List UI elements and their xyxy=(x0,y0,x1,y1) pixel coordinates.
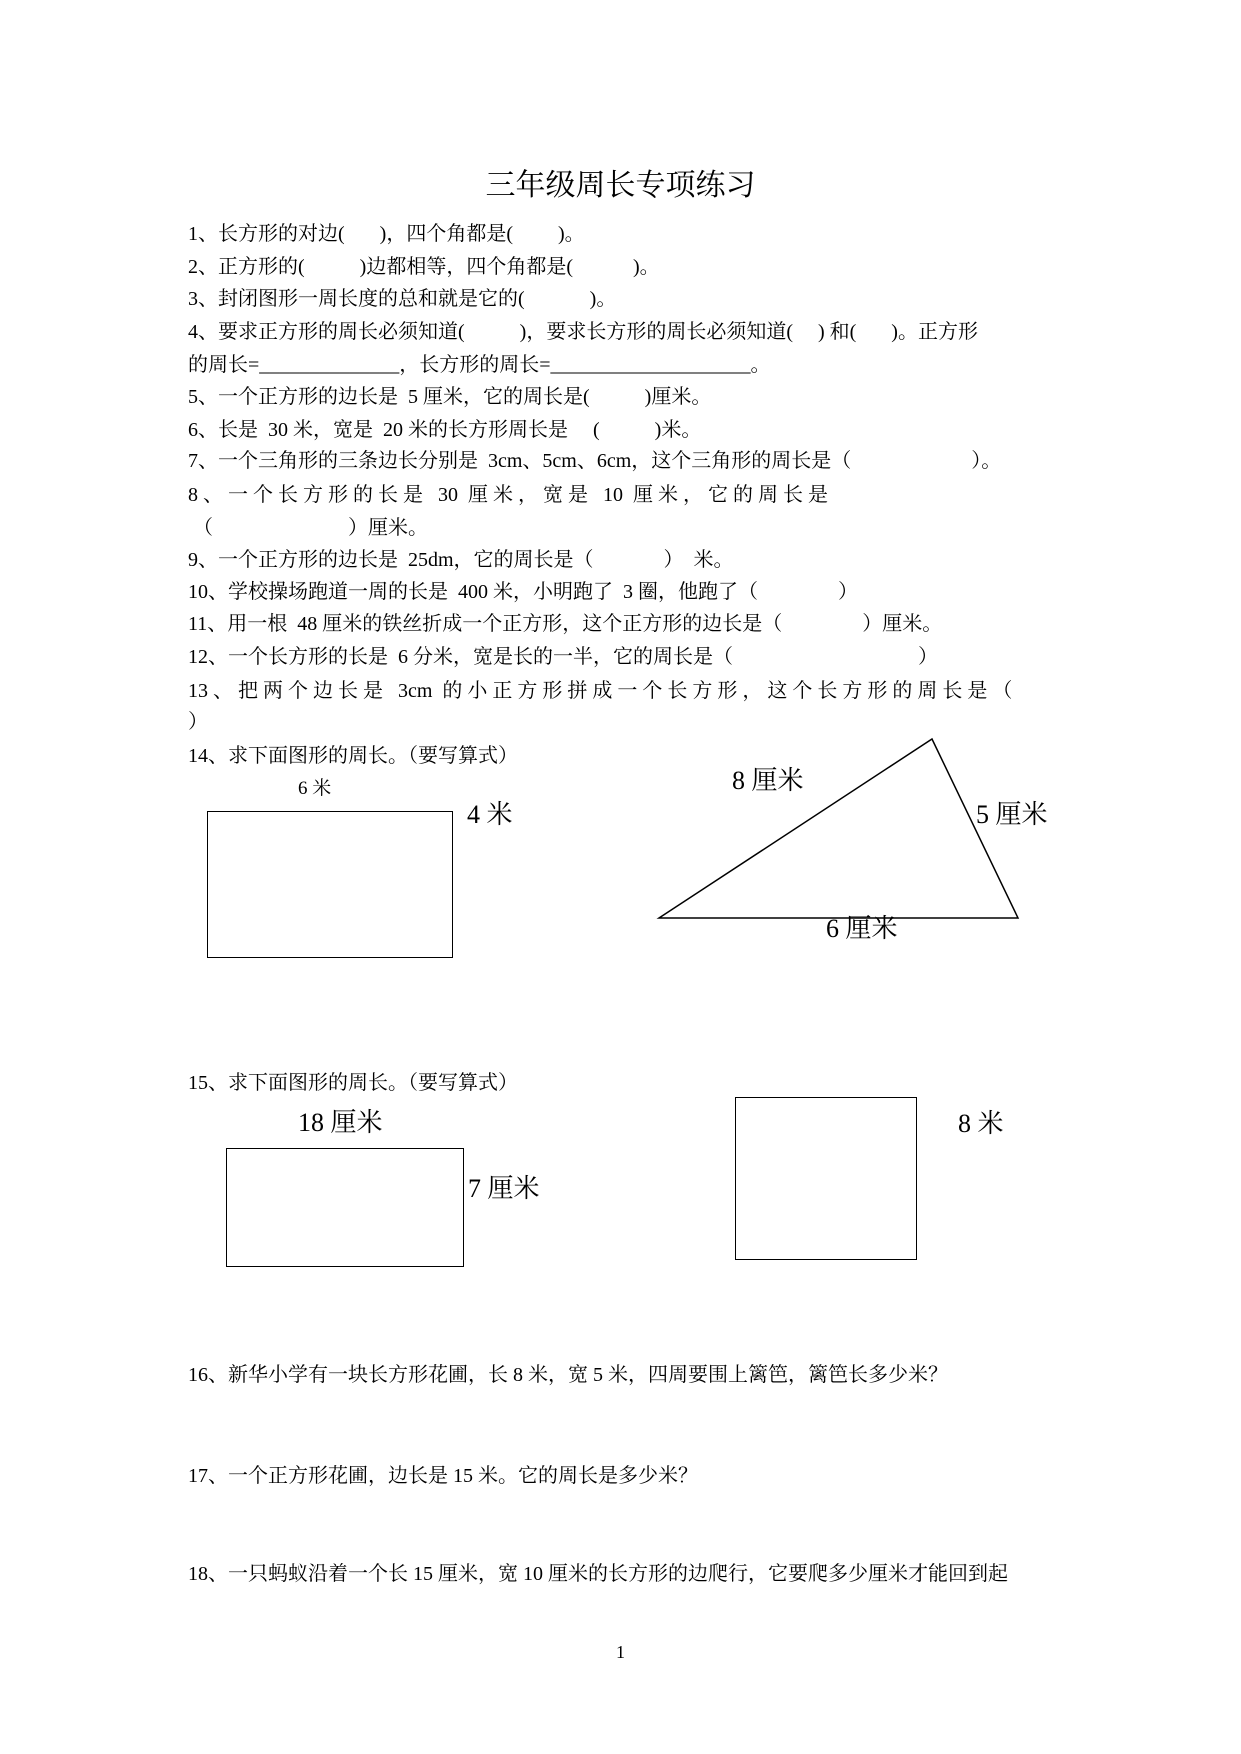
question-4: 4、要求正方形的周长必须知道( )，要求长方形的周长必须知道( ) 和( )。正方形 xyxy=(188,321,978,343)
question-4-cont: 的周长=______________，长方形的周长=____________________。 xyxy=(188,354,771,376)
rect2-top-label: 18 厘米 xyxy=(298,1108,383,1137)
square-side-label: 8 米 xyxy=(958,1109,1004,1138)
question-10: 10、学校操场跑道一周的长是 400 米，小明跑了 3 圈，他跑了（ ） xyxy=(188,581,858,603)
question-9: 9、一个正方形的边长是 25dm，它的周长是（ ） 米。 xyxy=(188,549,734,571)
question-13-cont: ） xyxy=(188,711,208,733)
question-6: 6、长是 30 米，宽是 20 米的长方形周长是 ( )米。 xyxy=(188,419,702,441)
triangle-bottom-label: 6 厘米 xyxy=(826,914,898,943)
question-14: 14、求下面图形的周长。（要写算式） xyxy=(188,745,518,767)
rect2-side-label: 7 厘米 xyxy=(468,1174,540,1203)
question-16: 16、新华小学有一块长方形花圃，长 8 米，宽 5 米，四周要围上篱笆，篱笆长多少米？ xyxy=(188,1364,948,1386)
square-figure xyxy=(735,1097,917,1260)
question-8: 8 、 一 个 长 方 形 的 长 是 30 厘 米 ， 宽 是 10 厘 米 ， 它 的 周 长 是 xyxy=(188,484,828,506)
question-13: 13 、 把 两 个 边 长 是 3cm 的 小 正 方 形 拼 成 一 个 长 方 形 ， 这 个 长 方 形 的 周 长 是 （ xyxy=(188,680,1013,702)
rectangle-figure-2 xyxy=(226,1148,464,1267)
question-3: 3、封闭图形一周长度的总和就是它的( )。 xyxy=(188,288,617,310)
question-7: 7、一个三角形的三条边长分别是 3cm、5cm、6cm，这个三角形的周长是（ ）。 xyxy=(188,450,1002,472)
question-17: 17、一个正方形花圃，边长是 15 米。它的周长是多少米？ xyxy=(188,1465,698,1487)
question-1: 1、长方形的对边( )，四个角都是( )。 xyxy=(188,223,585,245)
triangle-left-label: 8 厘米 xyxy=(732,766,804,795)
page-title: 三年级周长专项练习 xyxy=(485,169,756,202)
rect1-top-label: 6 米 xyxy=(298,778,332,799)
question-12: 12、一个长方形的长是 6 分米，宽是长的一半，它的周长是（ ） xyxy=(188,646,938,668)
question-5: 5、一个正方形的边长是 5 厘米，它的周长是( )厘米。 xyxy=(188,386,712,408)
rect1-side-label: 4 米 xyxy=(467,800,513,829)
question-15: 15、求下面图形的周长。（要写算式） xyxy=(188,1072,518,1094)
page-number: 1 xyxy=(616,1642,625,1662)
question-8-cont: （ ）厘米。 xyxy=(188,517,428,539)
question-18: 18、一只蚂蚁沿着一个长 15 厘米，宽 10 厘米的长方形的边爬行，它要爬多少厘米才能回到起 xyxy=(188,1563,1008,1585)
triangle-right-label: 5 厘米 xyxy=(976,800,1048,829)
question-11: 11、用一根 48 厘米的铁丝折成一个正方形，这个正方形的边长是（ ）厘米。 xyxy=(188,613,943,635)
question-2: 2、正方形的( )边都相等，四个角都是( )。 xyxy=(188,256,660,278)
